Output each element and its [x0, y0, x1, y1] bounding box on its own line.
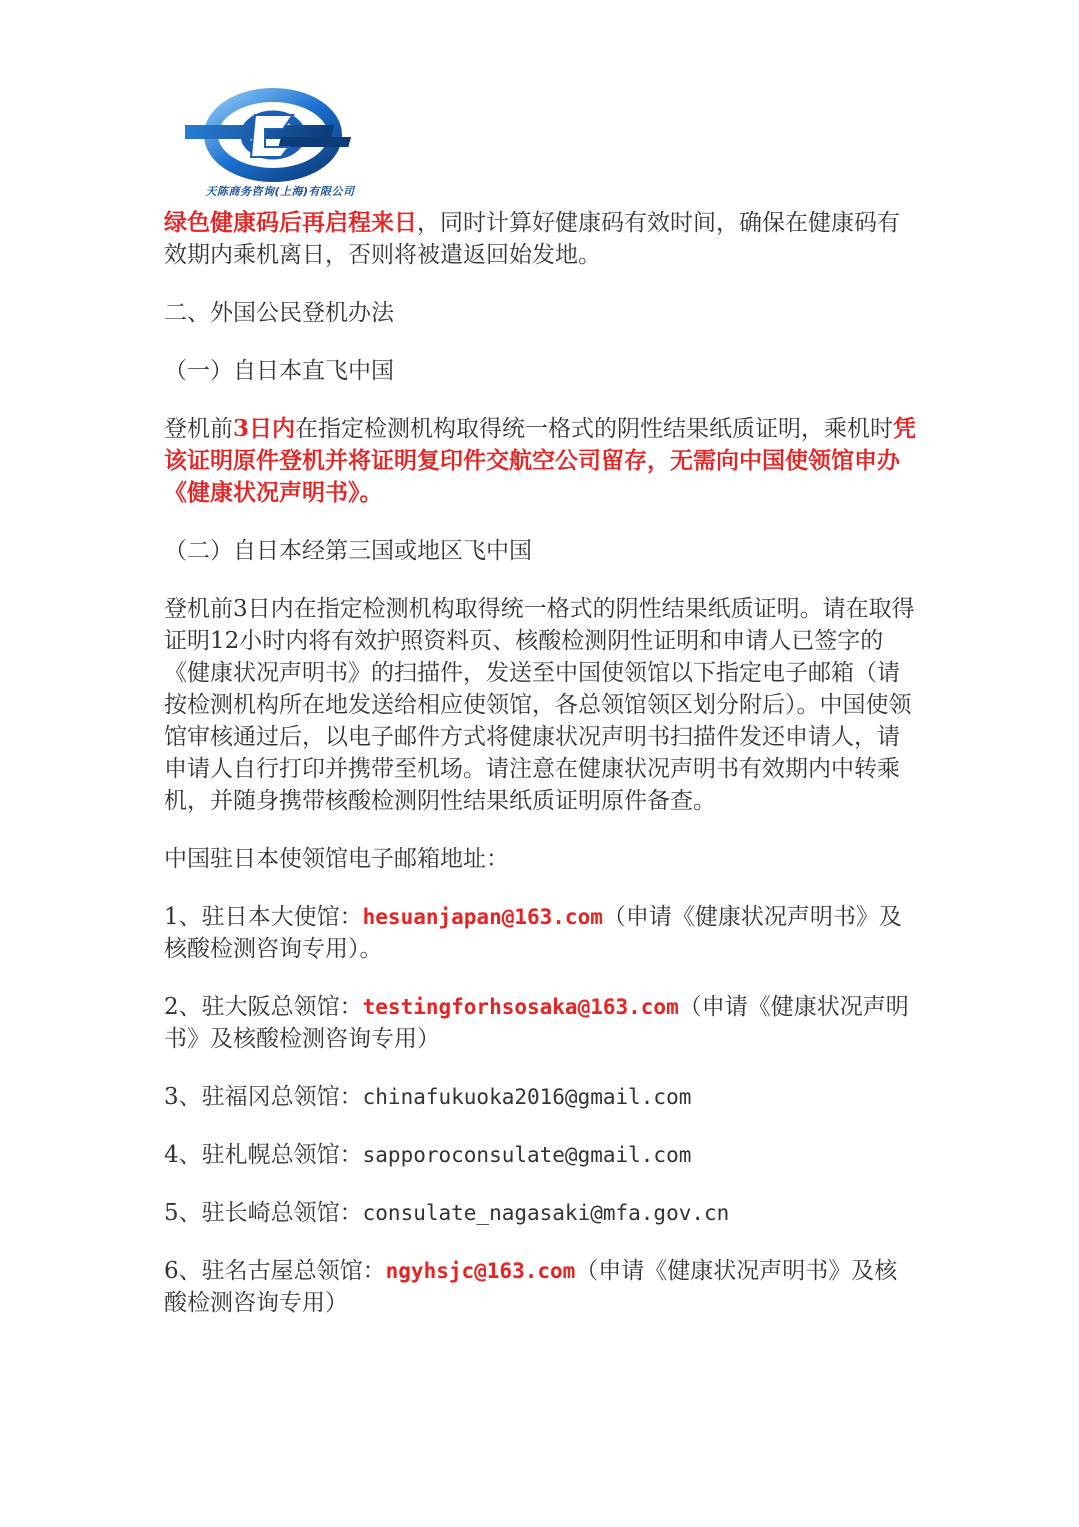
email-label: 4、驻札幌总领馆： — [164, 1142, 363, 1168]
transit-paragraph: 登机前3日内在指定检测机构取得统一格式的阴性结果纸质证明。请在取得证明12小时内将有效护照资料页、核酸检测阴性证明和申请人已签字的《健康状况声明书》的扫描件，发送至中国使领馆以下指定电子邮箱（请按检测机构所在地发送给相应使领馆，各总领馆领区划分附后）。中国使领馆审核通过后，以电子邮件方式将健康状况声明书扫描件发还申请人，请申请人自行打印并携带至机场。请注意在健康状况声明书有效期内中转乘机，并随身携带核酸检测阴性结果纸质证明原件备查。 — [164, 596, 915, 814]
email-item — [164, 1081, 919, 1113]
email-item — [164, 991, 919, 1055]
logo-emblem-icon — [185, 85, 375, 185]
subsection-heading-transit: （二）自日本经第三国或地区飞中国 — [164, 538, 532, 564]
email-address[interactable]: consulate_nagasaki@mfa.gov.cn — [362, 1201, 730, 1225]
email-label: 1、驻日本大使馆： — [164, 904, 363, 930]
email-address[interactable]: ngyhsjc@163.com — [385, 1259, 576, 1283]
direct-flight-paragraph — [164, 413, 919, 509]
section-heading: 二、外国公民登机办法 — [164, 300, 394, 326]
intro-text: ，同时计算好健康码有效时间，确保在健康码有效期内乘机离日，否则将被遣返回始发地。 — [164, 210, 900, 268]
intro-highlight: 绿色健康码后再启程来日 — [164, 209, 417, 236]
direct-highlight-1: 3日内 — [233, 415, 296, 442]
email-address[interactable]: chinafukuoka2016@gmail.com — [362, 1085, 692, 1109]
email-note: （申请《健康状况声明书》及核酸检测咨询专用） — [164, 994, 909, 1052]
direct-text-2: 在指定检测机构取得统一格式的阴性结果纸质证明，乘机时 — [295, 416, 894, 442]
direct-highlight-2: 凭该证明原件登机并将证明复印件交航空公司留存，无需向中国使领馆申办《健康状况声明书》。 — [164, 415, 917, 506]
email-item — [164, 1139, 919, 1171]
email-address[interactable]: testingforhsosaka@163.com — [362, 995, 679, 1019]
email-note: （申请《健康状况声明书》及核酸检测咨询专用）。 — [164, 904, 902, 962]
intro-paragraph — [164, 207, 919, 271]
email-label: 5、驻长崎总领馆： — [164, 1200, 363, 1226]
email-label: 2、驻大阪总领馆： — [164, 994, 363, 1020]
company-logo — [185, 85, 375, 203]
email-address[interactable]: hesuanjapan@163.com — [362, 905, 603, 929]
document-body — [164, 207, 919, 1319]
email-item — [164, 901, 919, 965]
email-label: 3、驻福冈总领馆： — [164, 1084, 363, 1110]
email-address[interactable]: sapporoconsulate@gmail.com — [362, 1143, 692, 1167]
email-list — [164, 875, 919, 1319]
email-label: 6、驻名古屋总领馆： — [164, 1258, 386, 1284]
direct-text-1: 登机前 — [164, 416, 233, 442]
subsection-heading-direct: （一）自日本直飞中国 — [164, 358, 394, 384]
emails-heading: 中国驻日本使领馆电子邮箱地址： — [164, 846, 509, 872]
email-note: （申请《健康状况声明书》及核酸检测咨询专用） — [164, 1258, 898, 1316]
logo-caption: 天陈商务咨询(上海)有限公司 — [205, 185, 355, 198]
email-item — [164, 1255, 919, 1319]
email-item — [164, 1197, 919, 1229]
